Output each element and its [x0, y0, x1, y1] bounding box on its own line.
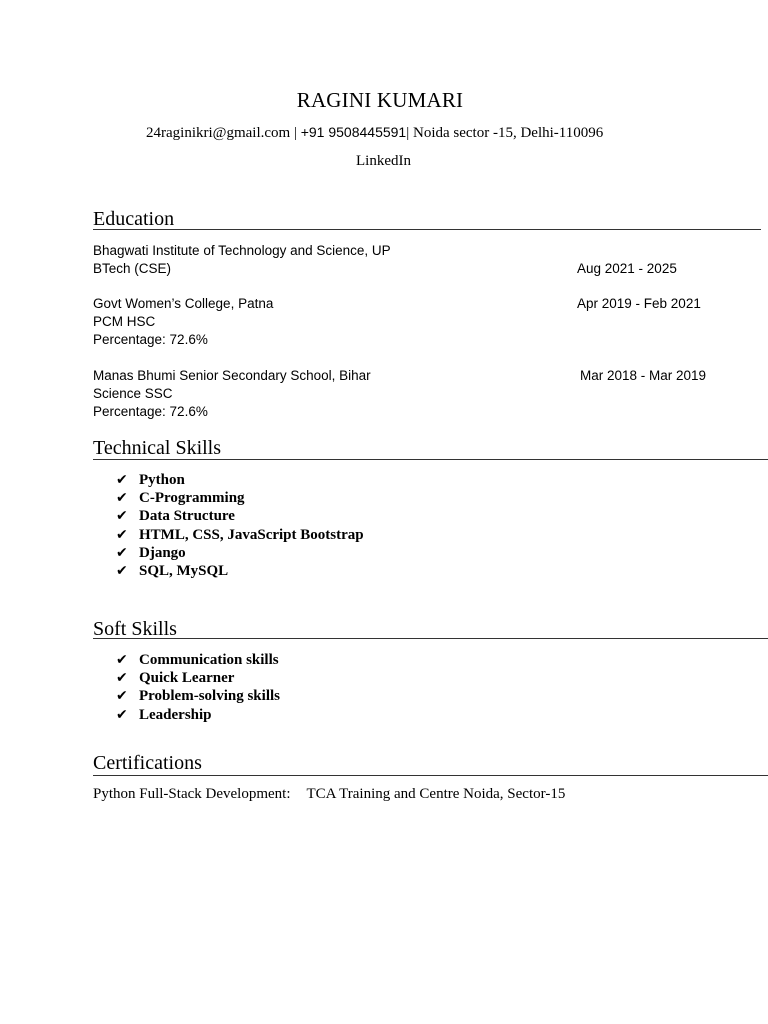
list-item	[116, 651, 280, 669]
list-item	[116, 562, 364, 580]
checkmark-icon: ✔	[116, 526, 128, 543]
list-item	[116, 526, 364, 544]
list-item	[116, 489, 364, 507]
checkmark-icon: ✔	[116, 472, 128, 488]
section-divider	[93, 638, 768, 639]
skill-label: SQL, MySQL	[139, 562, 229, 579]
education-institution: Manas Bhumi Senior Secondary School, Bihar	[93, 368, 371, 383]
certification-course: Python Full-Stack Development:	[93, 786, 291, 802]
education-degree: BTech (CSE)	[93, 261, 172, 276]
skill-label: Data Structure	[139, 508, 235, 525]
skill-label: C-Programming	[139, 490, 245, 507]
checkmark-icon: ✔	[116, 562, 128, 579]
education-percentage: Percentage: 72.6%	[93, 332, 208, 347]
checkmark-icon: ✔	[116, 688, 128, 705]
checkmark-icon: ✔	[116, 508, 128, 525]
technical-skills-heading: Technical Skills	[93, 437, 222, 459]
education-dates: Apr 2019 - Feb 2021	[577, 296, 701, 311]
education-institution: Bhagwati Institute of Technology and Science, UP	[93, 243, 391, 258]
list-item	[116, 544, 364, 562]
separator: |	[406, 125, 413, 141]
skill-label: Python	[139, 472, 185, 488]
checkmark-icon: ✔	[116, 544, 128, 561]
checkmark-icon: ✔	[116, 670, 128, 687]
list-item	[116, 669, 280, 687]
skill-label: HTML, CSS, JavaScript Bootstrap	[139, 526, 364, 543]
skill-label: Problem-solving skills	[139, 688, 280, 705]
skill-label: Django	[139, 544, 186, 561]
skill-label: Quick Learner	[139, 670, 235, 687]
list-item	[116, 687, 280, 705]
education-heading: Education	[93, 208, 175, 230]
candidate-name: RAGINI KUMARI	[296, 88, 464, 112]
certifications-heading: Certifications	[93, 752, 202, 774]
list-item	[116, 471, 364, 489]
list-item	[116, 706, 280, 724]
email-text[interactable]: 24raginikri@gmail.com	[146, 125, 291, 141]
section-divider	[93, 775, 768, 776]
linkedin-link[interactable]: LinkedIn	[356, 153, 411, 169]
address-text: Noida sector -15, Delhi-110096	[412, 125, 604, 141]
skill-label: Communication skills	[139, 652, 279, 668]
checkmark-icon: ✔	[116, 706, 128, 723]
phone-text: +91 9508445591	[300, 124, 407, 140]
contact-line	[146, 124, 603, 142]
section-divider	[93, 229, 761, 230]
education-dates: Mar 2018 - Mar 2019	[580, 368, 707, 383]
education-degree: Science SSC	[93, 386, 173, 401]
section-divider	[93, 459, 768, 460]
skill-label: Leadership	[139, 706, 212, 723]
technical-skills-list	[116, 471, 364, 580]
education-percentage: Percentage: 72.6%	[93, 404, 208, 419]
separator: |	[290, 125, 301, 141]
soft-skills-list	[116, 651, 280, 724]
education-institution: Govt Women’s College, Patna	[93, 296, 274, 311]
checkmark-icon: ✔	[116, 490, 128, 507]
certification-provider: TCA Training and Centre Noida, Sector-15	[306, 786, 566, 802]
education-dates: Aug 2021 - 2025	[577, 261, 677, 276]
certification-entry	[93, 786, 565, 803]
list-item	[116, 507, 364, 525]
checkmark-icon: ✔	[116, 652, 128, 668]
soft-skills-heading: Soft Skills	[93, 618, 177, 640]
education-degree: PCM HSC	[93, 314, 156, 329]
